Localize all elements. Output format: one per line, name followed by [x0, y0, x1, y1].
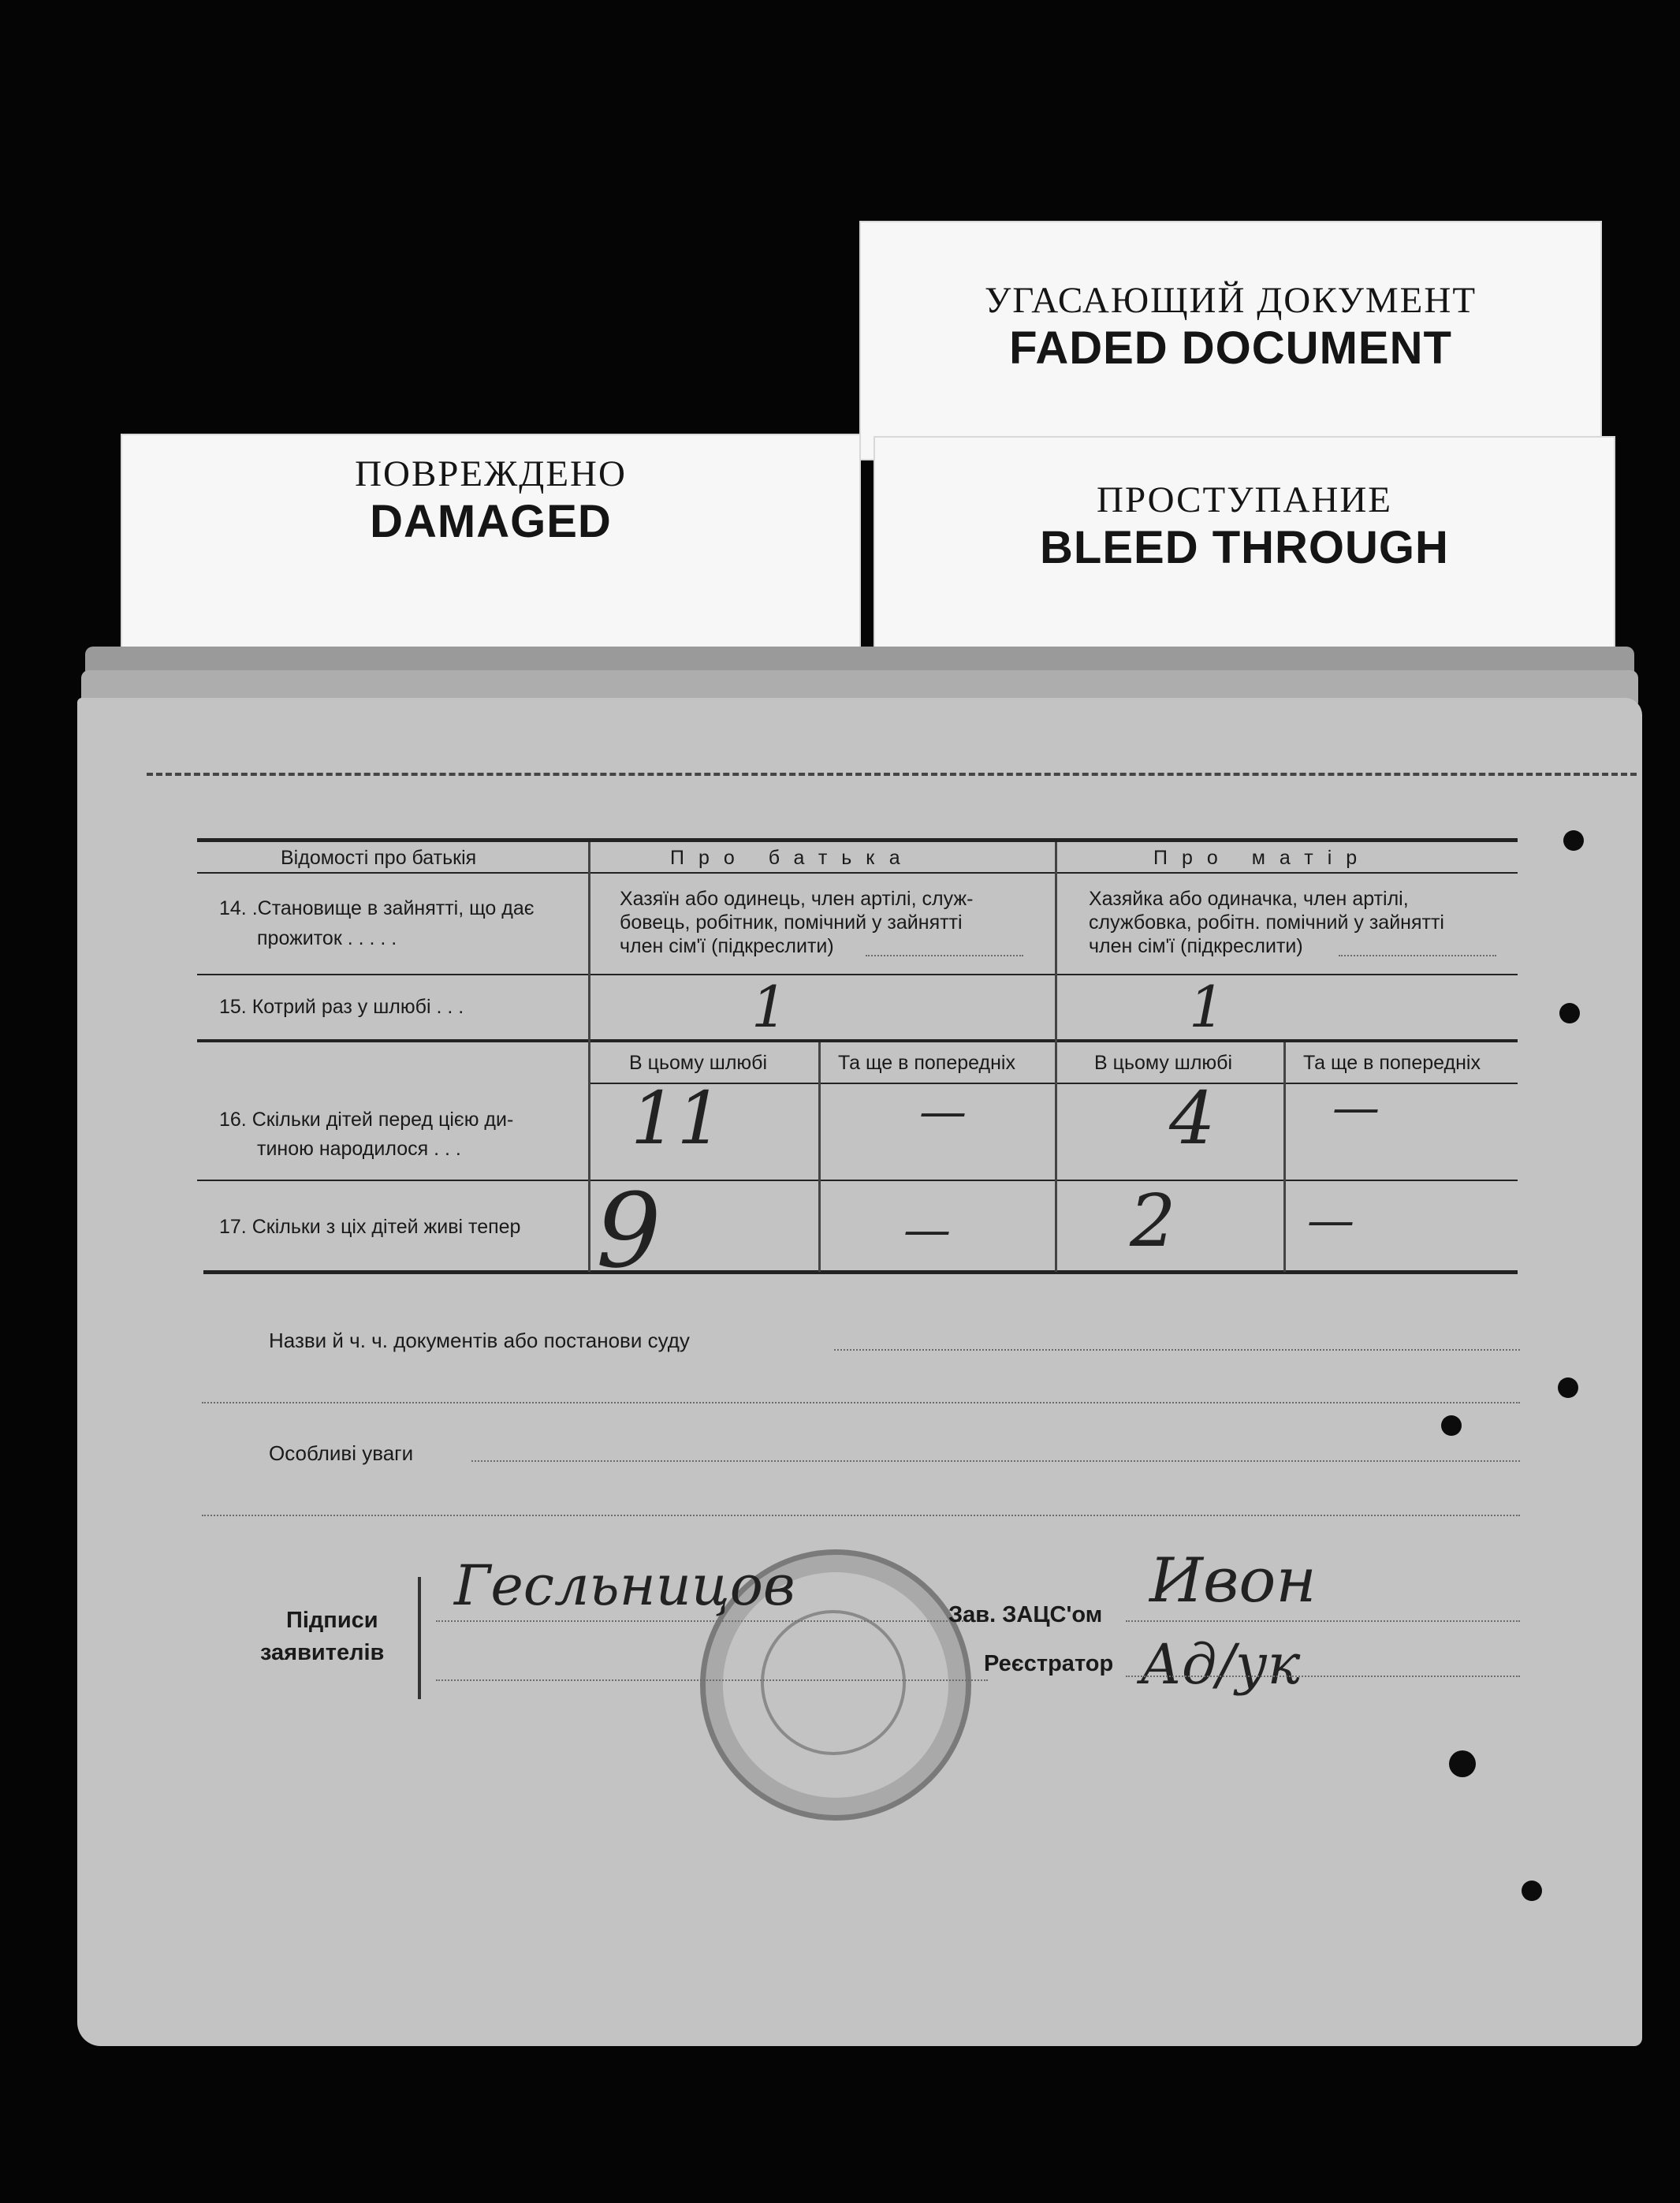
remarks-fill-line: [471, 1460, 1520, 1462]
row16-mother-this: 4: [1169, 1076, 1216, 1161]
row14-mother-line2: службовка, робітн. помічний у зайнятті: [1089, 911, 1444, 934]
documents-fill-line: [202, 1402, 1520, 1403]
punch-hole: [1522, 1881, 1542, 1901]
applicants-label: Підписи: [286, 1608, 378, 1633]
row14-mother-line1: Хазяйка або одиначка, член артілі,: [1089, 888, 1409, 910]
row16-label-cont: тиною народилося . . .: [257, 1138, 461, 1160]
row14-father-line1: Хазяїн або одинець, член артілі, служ-: [620, 888, 974, 910]
fill-line: [1339, 955, 1496, 956]
row15-father-value: 1: [751, 974, 788, 1040]
row17-mother-this: 2: [1130, 1179, 1176, 1263]
faded-label-en: FADED DOCUMENT: [1009, 322, 1452, 374]
row14-label: 14. .Становище в зайнятті, що дає: [219, 897, 535, 919]
punch-hole: [1559, 1003, 1580, 1023]
column-header-father: Про батька: [670, 847, 915, 869]
documents-label: Назви й ч. ч. документів або постанови суду: [269, 1329, 690, 1352]
applicant-signature: Гесльницов: [454, 1553, 795, 1618]
damaged-label-ru: ПОВРЕЖДЕНО: [355, 453, 627, 494]
row16-father-this: 11: [631, 1076, 724, 1161]
row16-label: 16. Скільки дітей перед цією ди-: [219, 1109, 514, 1131]
bleed-label-en: BLEED THROUGH: [1040, 522, 1449, 573]
row17-label: 17. Скільки з ціх дітей живі тепер: [219, 1216, 521, 1238]
row16-father-previous: —: [919, 1084, 967, 1139]
registrar-label: Реєстратор: [984, 1651, 1114, 1676]
row17-father-this: 9: [596, 1171, 661, 1291]
punch-hole: [1558, 1377, 1578, 1398]
documents-fill-line: [834, 1349, 1520, 1351]
perforation-line: [147, 773, 1637, 776]
row14-father-line2: бовець, робітник, помічний у зайнятті: [620, 911, 963, 934]
row17-father-previous: —: [903, 1202, 951, 1258]
row17-mother-previous: —: [1307, 1193, 1354, 1248]
row14-mother-line3: член сім'ї (підкреслити): [1089, 935, 1303, 957]
damaged-card: [122, 435, 859, 664]
table-row-rule: [197, 1039, 1518, 1042]
subheader-father-this: В цьому шлюбі: [629, 1052, 768, 1074]
table-column-divider: [1283, 1042, 1286, 1272]
table-top-rule: [197, 838, 1518, 842]
column-header-info: Відомості про батькія: [281, 847, 477, 869]
remarks-label: Особливі уваги: [269, 1441, 414, 1465]
record-form-sheet: [77, 698, 1642, 2046]
row15-mother-value: 1: [1189, 974, 1225, 1040]
table-column-divider: [818, 1042, 821, 1272]
faded-document-card: [861, 222, 1600, 459]
table-bottom-rule: [203, 1270, 1518, 1274]
table-row-rule: [197, 1180, 1518, 1181]
table-column-divider: [1055, 842, 1057, 1272]
subheader-father-previous: Та ще в попередніх: [838, 1052, 1015, 1074]
applicant-signature-line: [436, 1620, 988, 1622]
bleed-through-card: [875, 438, 1614, 668]
registrar-signature-line: [1126, 1676, 1520, 1677]
signature-bracket: [418, 1577, 421, 1699]
applicants-label-cont: заявителів: [260, 1640, 385, 1665]
punch-hole: [1563, 830, 1584, 851]
subheader-mother-previous: Та ще в попередніх: [1303, 1052, 1481, 1074]
table-header-rule: [197, 872, 1518, 874]
table-row-rule: [197, 974, 1518, 975]
fill-line: [866, 955, 1023, 956]
head-of-office-signature: Ивон: [1149, 1545, 1317, 1616]
table-column-divider: [588, 842, 590, 1272]
punch-hole: [1449, 1750, 1476, 1777]
head-of-office-label: Зав. ЗАЦС'ом: [948, 1602, 1103, 1627]
row14-label-cont: прожиток . . . . .: [257, 927, 397, 949]
subheader-mother-this: В цьому шлюбі: [1094, 1052, 1233, 1074]
remarks-fill-line: [202, 1515, 1520, 1516]
damaged-label-en: DAMAGED: [370, 496, 612, 547]
bleed-label-ru: ПРОСТУПАНИЕ: [1097, 479, 1392, 520]
row15-label: 15. Котрий раз у шлюбі . . .: [219, 996, 464, 1018]
row16-mother-previous: —: [1332, 1080, 1380, 1135]
row14-father-line3: член сім'ї (підкреслити): [620, 935, 834, 957]
applicant-signature-line: [436, 1679, 988, 1681]
column-header-mother: Про матір: [1153, 847, 1372, 869]
registrar-signature: Ад/ук: [1140, 1632, 1301, 1697]
head-signature-line: [1126, 1620, 1520, 1622]
punch-hole: [1441, 1415, 1462, 1436]
faded-label-ru: УГАСАЮЩИЙ ДОКУМЕНТ: [984, 280, 1477, 321]
